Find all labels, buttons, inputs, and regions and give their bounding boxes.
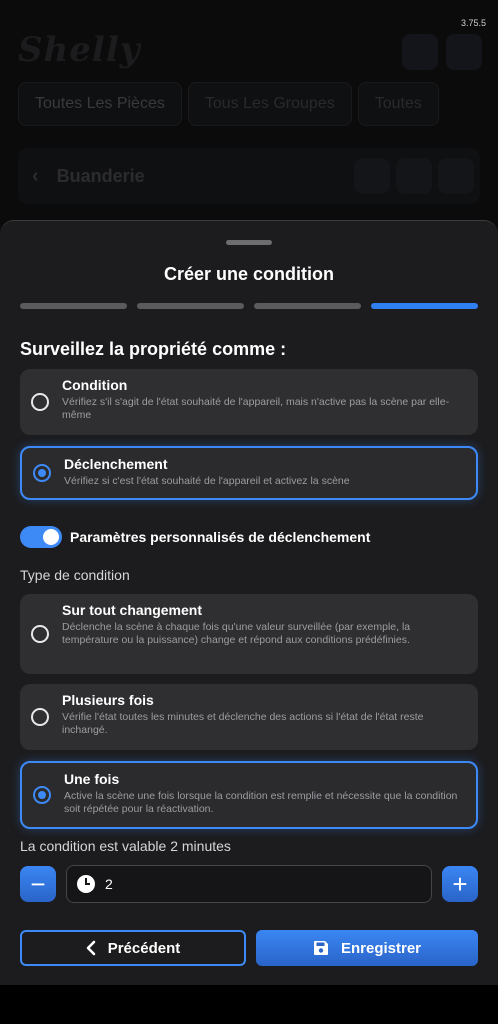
option-desc: Active la scène une fois lorsque la condition est remplie et nécessite que la condition soit répétée pour la réactivation. <box>64 790 458 815</box>
previous-label: Précédent <box>107 939 181 957</box>
sheet-grabber[interactable] <box>226 240 272 245</box>
watch-title: Surveillez la propriété comme : <box>20 339 287 359</box>
tab-all: Toutes <box>358 82 439 126</box>
system-bottom-bar <box>0 985 498 1024</box>
settings-icon <box>402 34 438 70</box>
option-title: Une fois <box>64 771 120 787</box>
valid-duration-label: La condition est valable 2 minutes <box>20 838 231 854</box>
previous-button[interactable] <box>20 930 246 966</box>
room-title: Buanderie <box>56 165 145 186</box>
background-app <box>0 0 498 230</box>
option-condition[interactable] <box>20 369 478 435</box>
option-desc: Déclenche la scène à chaque fois qu'une valeur surveillée (par exemple, la température ou la puissance) change et répond aux conditions prédéfinies. <box>62 621 411 646</box>
option-any-change[interactable] <box>20 594 478 674</box>
custom-trigger-label: Paramètres personnalisés de déclenchement <box>70 529 371 545</box>
step-3 <box>254 303 361 309</box>
radio-multiple-times[interactable] <box>31 708 49 726</box>
info-icon <box>438 158 474 194</box>
tab-all-rooms: Toutes Les Pièces <box>18 82 182 126</box>
option-once[interactable] <box>20 761 478 829</box>
option-title: Plusieurs fois <box>62 692 154 708</box>
minutes-stepper <box>20 865 478 903</box>
decrement-button[interactable]: − <box>20 866 56 902</box>
step-2 <box>137 303 244 309</box>
option-multiple-times[interactable] <box>20 684 478 750</box>
option-title: Sur tout changement <box>62 602 203 618</box>
increment-button[interactable]: + <box>442 866 478 902</box>
option-trigger[interactable] <box>20 446 478 500</box>
room-header <box>18 148 480 204</box>
version-label: 3.75.5 <box>460 18 486 28</box>
save-button[interactable] <box>256 930 478 966</box>
step-4 <box>371 303 478 309</box>
custom-trigger-row <box>20 526 370 548</box>
radio-any-change[interactable] <box>31 625 49 643</box>
step-1 <box>20 303 127 309</box>
add-icon <box>354 158 390 194</box>
chevron-left-icon <box>86 940 96 956</box>
radio-condition[interactable] <box>31 393 49 411</box>
back-chevron-icon: ‹ <box>32 164 39 187</box>
clock-icon <box>77 875 95 893</box>
option-title: Déclenchement <box>64 456 168 472</box>
shelly-logo: Shelly <box>18 30 141 70</box>
minutes-field[interactable] <box>66 865 432 903</box>
tab-all-groups: Tous Les Groupes <box>188 82 352 126</box>
sheet-footer <box>20 930 478 966</box>
room-tabs <box>18 82 498 126</box>
radio-once[interactable] <box>33 786 51 804</box>
create-condition-sheet <box>0 220 498 985</box>
option-desc: Vérifiez s'il s'agit de l'état souhaité de l'appareil, mais n'active pas la scène par elle-même <box>62 396 450 421</box>
option-desc: Vérifie l'état toutes les minutes et déclenche des actions si l'état de l'état reste inchangé. <box>62 711 424 736</box>
sheet-title: Créer une condition <box>163 264 334 284</box>
option-title: Condition <box>62 377 128 393</box>
step-progress <box>20 303 478 309</box>
minutes-input[interactable] <box>105 876 305 892</box>
custom-trigger-toggle[interactable] <box>20 526 62 548</box>
radio-trigger[interactable] <box>33 464 51 482</box>
menu-icon <box>446 34 482 70</box>
option-desc: Vérifiez si c'est l'état souhaité de l'appareil et activez la scène <box>64 475 350 487</box>
condition-type-label: Type de condition <box>20 567 130 583</box>
edit-icon <box>396 158 432 194</box>
floppy-disk-icon <box>313 940 329 956</box>
save-label: Enregistrer <box>340 939 422 957</box>
